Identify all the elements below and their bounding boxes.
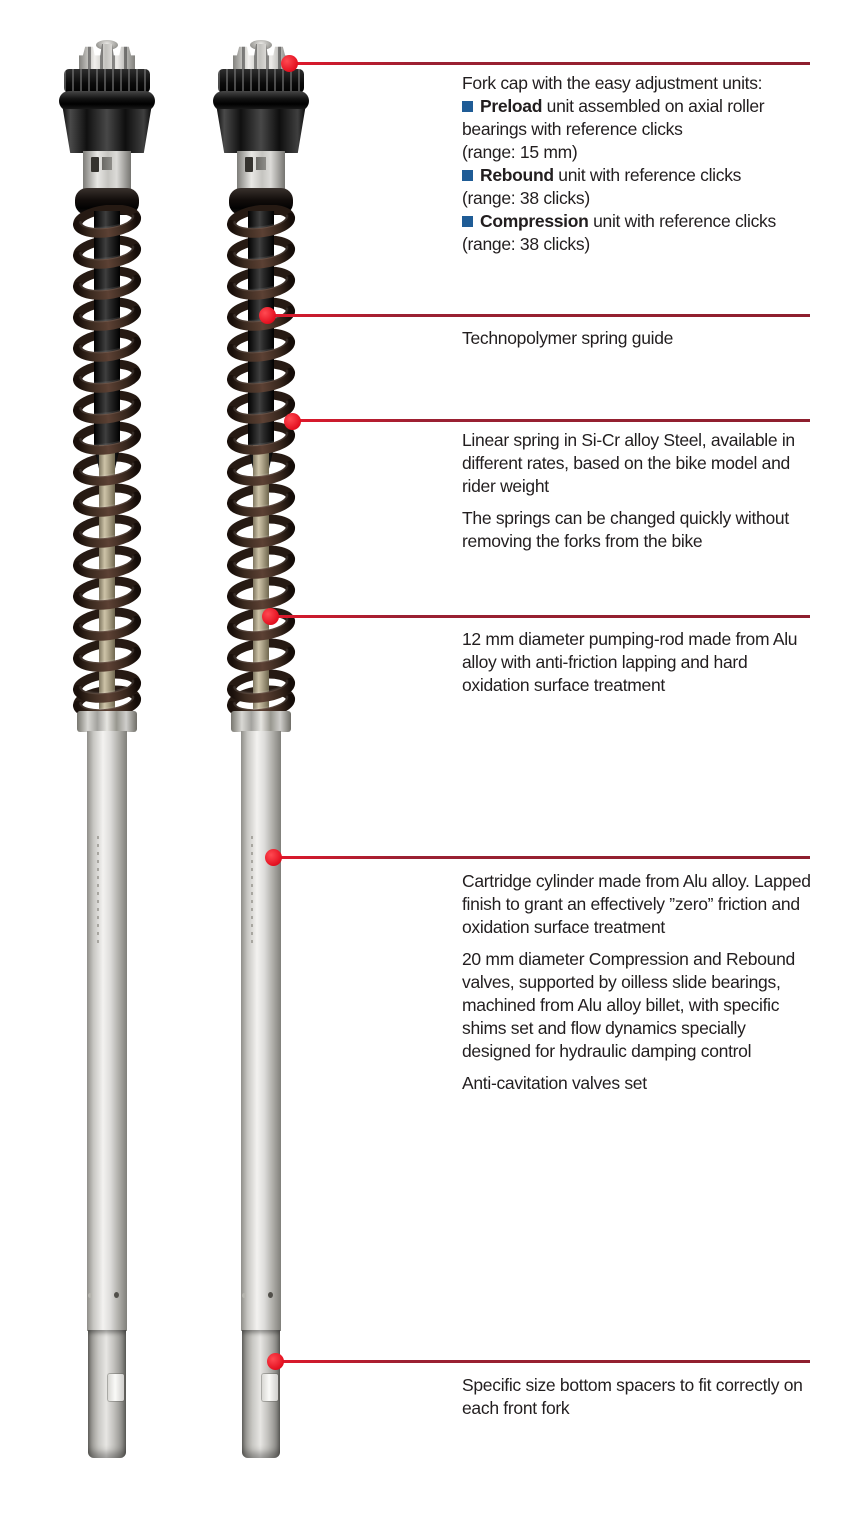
linear-spring — [196, 205, 326, 725]
linear-spring — [42, 205, 172, 725]
collar-window-2 — [256, 157, 266, 170]
cylinder-hole-2 — [242, 1293, 246, 1298]
callout-line-spring-guide — [267, 314, 810, 317]
bullet-square-icon — [462, 170, 473, 181]
callout-paragraph: Anti-cavitation valves set — [462, 1073, 647, 1093]
cylinder-hole — [268, 1292, 273, 1298]
callout-text-bottom-spacers — [462, 1374, 818, 1420]
cartridge-cylinder — [241, 731, 281, 1331]
preload-adjuster-crown — [79, 44, 135, 71]
bottom-spacer-slot — [108, 1374, 124, 1401]
collar-window-2 — [102, 157, 112, 170]
spring-locknut — [77, 711, 137, 732]
callout-text-linear-spring — [462, 429, 818, 553]
callout-paragraph: (range: 38 clicks) — [462, 234, 590, 254]
fork-cap-body — [61, 109, 153, 153]
cylinder-hole-2 — [88, 1293, 92, 1298]
callout-dot-pumping-rod — [262, 608, 279, 625]
cap-toothed-ring — [218, 69, 304, 93]
callout-paragraph: Compression unit with reference clicks — [462, 210, 818, 233]
cap-oring-ring — [59, 91, 155, 111]
callout-line-fork-cap — [289, 62, 810, 65]
bottom-spacer-slot — [262, 1374, 278, 1401]
spring-locknut — [231, 711, 291, 732]
bullet-square-icon — [462, 101, 473, 112]
callout-text-spring-guide — [462, 327, 818, 350]
callout-text-fork-cap — [462, 72, 818, 256]
callout-paragraph: Technopolymer spring guide — [462, 328, 674, 348]
callout-paragraph: Linear spring in Si-Cr alloy Steel, available in different rates, based on the bike model and rider weight — [462, 430, 795, 496]
callout-dot-fork-cap — [281, 55, 298, 72]
callout-paragraph: 20 mm diameter Compression and Rebound valves, supported by oilless slide bearings, machined from Alu alloy billet, with specific shims set and flow dynamics specially designed for hydraulic damping control — [462, 949, 795, 1061]
cylinder-hole — [114, 1292, 119, 1298]
callout-paragraph: Specific size bottom spacers to fit correctly on each front fork — [462, 1375, 803, 1418]
callout-paragraph: Preload unit assembled on axial roller bearings with reference clicks — [462, 96, 765, 139]
fork-cap-body — [215, 109, 307, 153]
callout-paragraph: (range: 15 mm) — [462, 142, 578, 162]
callout-line-bottom-spacers — [275, 1360, 810, 1363]
callout-line-cartridge-cylinder — [273, 856, 810, 859]
cylinder-etching — [97, 836, 99, 946]
cylinder-etching — [251, 836, 253, 946]
collar-window — [91, 157, 99, 172]
cap-oring-ring — [213, 91, 309, 111]
collar-window — [245, 157, 253, 172]
callout-paragraph: Cartridge cylinder made from Alu alloy. Lapped finish to grant an effectively ”zero” friction and oxidation surface treatment — [462, 871, 811, 937]
callout-text-pumping-rod — [462, 628, 818, 697]
callout-paragraph: 12 mm diameter pumping-rod made from Alu alloy with anti-friction lapping and hard oxidation surface treatment — [462, 629, 798, 695]
callout-paragraph: Rebound unit with reference clicks — [462, 164, 818, 187]
callout-line-pumping-rod — [270, 615, 810, 618]
callout-paragraph: The springs can be changed quickly without removing the forks from the bike — [462, 508, 789, 551]
callout-dot-linear-spring — [284, 413, 301, 430]
callout-text-cartridge-cylinder — [462, 870, 818, 1095]
callout-line-linear-spring — [292, 419, 810, 422]
fork-cartridge-right — [196, 40, 326, 1470]
cartridge-cylinder — [87, 731, 127, 1331]
preload-adjuster-crown — [233, 44, 289, 71]
fork-cartridge-left — [42, 40, 172, 1470]
bullet-square-icon — [462, 216, 473, 227]
callout-dot-spring-guide — [259, 307, 276, 324]
callout-paragraph: (range: 38 clicks) — [462, 188, 590, 208]
cap-toothed-ring — [64, 69, 150, 93]
callout-dot-cartridge-cylinder — [265, 849, 282, 866]
callout-paragraph: Fork cap with the easy adjustment units: — [462, 73, 763, 93]
callout-dot-bottom-spacers — [267, 1353, 284, 1370]
